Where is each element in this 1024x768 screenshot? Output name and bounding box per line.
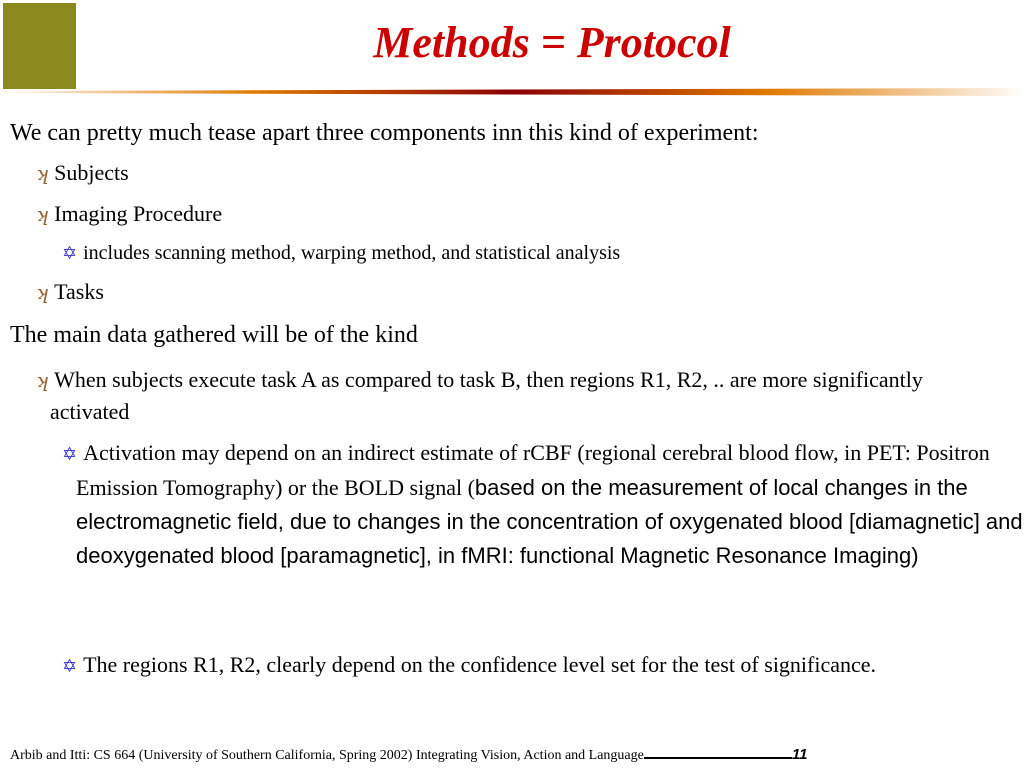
list-item xyxy=(62,238,620,268)
list-item xyxy=(36,277,104,307)
slide-footer xyxy=(10,743,807,766)
footer-text: Arbib and Itti: CS 664 (University of Southern California, Spring 2002) Integrating Vision, Action and Language xyxy=(10,748,644,763)
list-item-label: The regions R1, R2, clearly depend on the confidence level set for the test of significance. xyxy=(83,652,877,677)
slide-title: Methods = Protocol xyxy=(373,18,731,67)
list-item xyxy=(62,648,1024,683)
title-divider xyxy=(0,88,1024,100)
bullet-icon: ʞ xyxy=(36,202,49,226)
list-item-label: Activation may depend on an indirect estimate of rCBF (regional cerebral blood flow, in PET: Positron Emission Tomography) or the BOLD signal ( xyxy=(76,440,990,500)
paragraph: We can pretty much tease apart three components inn this kind of experiment: xyxy=(10,120,759,146)
list-item-label: Tasks xyxy=(54,279,104,304)
bullet-icon: ʞ xyxy=(36,161,49,185)
list-item-label: Subjects xyxy=(54,160,129,185)
list-item-label: includes scanning method, warping method, and statistical analysis xyxy=(83,242,621,264)
footer-rule xyxy=(644,743,792,759)
list-item xyxy=(36,158,129,188)
star-bullet-icon: ✡ xyxy=(62,444,78,464)
list-item xyxy=(36,199,222,229)
list-item-label: When subjects execute task A as compared to task B, then regions R1, R2, .. are more significantly activated xyxy=(50,367,923,424)
list-item xyxy=(36,364,1000,428)
star-bullet-icon: ✡ xyxy=(62,656,78,676)
bullet-icon: ʞ xyxy=(36,280,49,304)
star-bullet-icon: ✡ xyxy=(62,243,78,263)
list-item xyxy=(62,436,1024,573)
list-item-label-sans: based on the measurement of local changes in the electromagnetic field, due to changes in the concentration of oxygenated blood [diamagnetic] and deoxygenated blood [paramagnetic], in fMRI: functional Magnetic Resonance Imaging) xyxy=(76,475,1023,568)
page-number: 11 xyxy=(791,746,808,763)
list-item-label: Imaging Procedure xyxy=(54,201,223,226)
bullet-icon: ʞ xyxy=(36,368,49,392)
paragraph: The main data gathered will be of the kind xyxy=(10,322,418,348)
